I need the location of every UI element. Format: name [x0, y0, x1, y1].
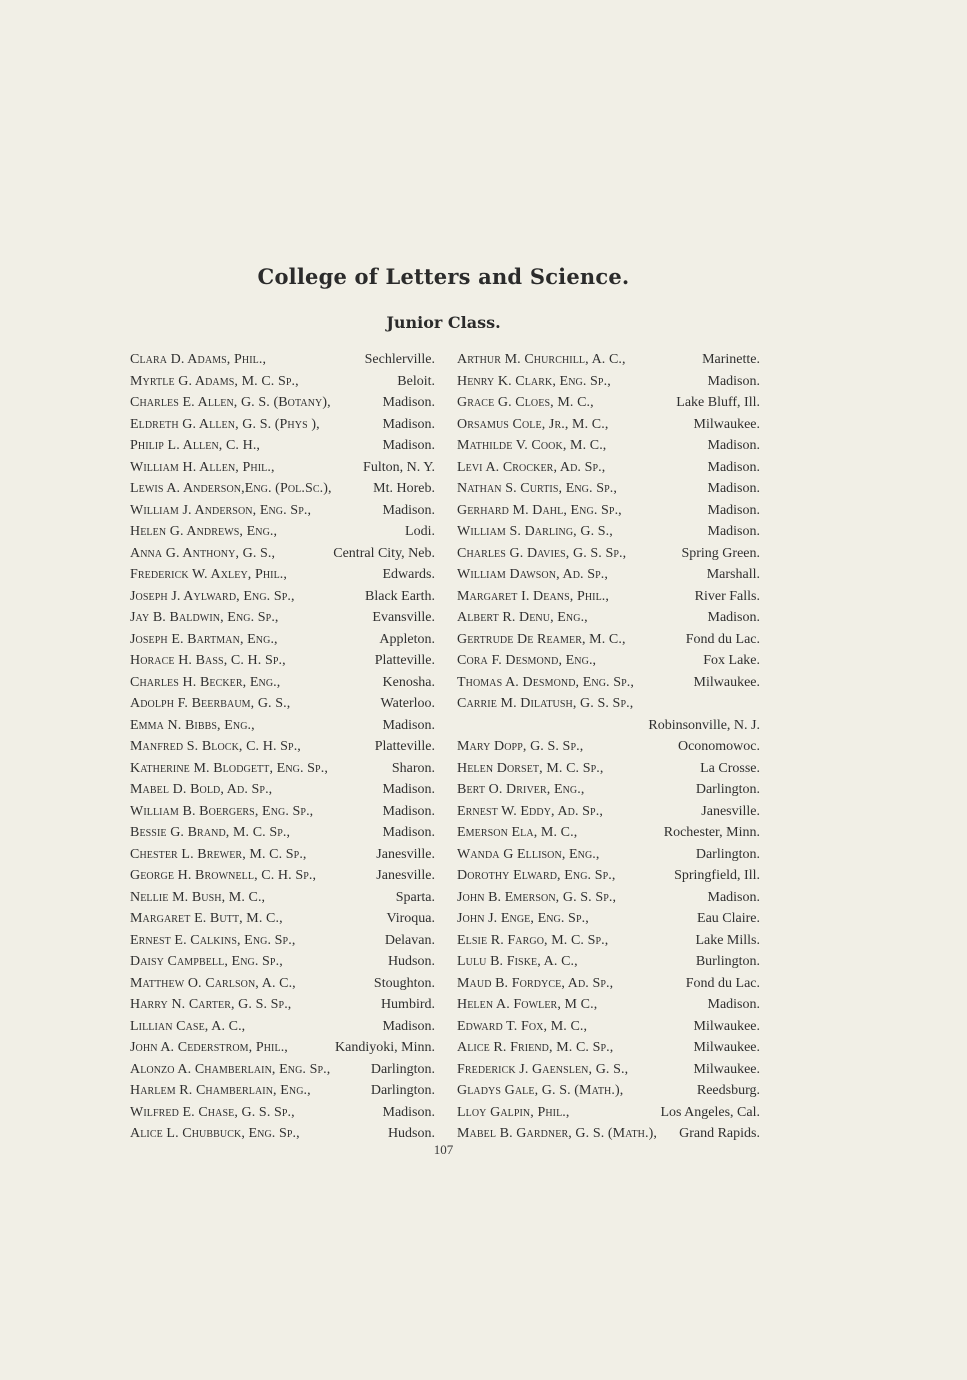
- student-name: William S. Darling, G. S.,: [457, 524, 613, 539]
- student-entry: [457, 1059, 760, 1081]
- student-entry: [130, 758, 435, 780]
- student-hometown: Madison.: [382, 395, 435, 410]
- student-entry: [457, 349, 760, 371]
- student-entry: [457, 930, 760, 952]
- student-hometown: Lake Bluff, Ill.: [676, 395, 760, 410]
- student-name: Alonzo A. Chamberlain, Eng. Sp.,: [130, 1061, 331, 1077]
- student-name: Elsie R. Fargo, M. C. Sp.,: [457, 932, 609, 948]
- student-hometown: Milwaukee.: [693, 416, 760, 432]
- student-hometown: Mt. Horeb.: [373, 481, 435, 496]
- student-entry: [130, 500, 435, 522]
- student-hometown: Madison.: [707, 438, 760, 453]
- student-entry: [457, 994, 760, 1016]
- student-hometown: Black Earth.: [365, 588, 435, 604]
- student-hometown: Darlington.: [695, 782, 760, 797]
- student-entry: [130, 1102, 435, 1124]
- student-hometown: Darlington.: [370, 1083, 435, 1098]
- page-number: 107: [433, 1142, 454, 1157]
- student-entry: [457, 1080, 760, 1102]
- student-hometown: Madison.: [707, 459, 760, 475]
- student-entry: [130, 478, 435, 500]
- student-name: Orsamus Cole, Jr., M. C.,: [457, 416, 609, 432]
- student-hometown: Hudson.: [387, 954, 435, 969]
- right-column-list: [457, 349, 760, 1145]
- student-name: Maud B. Fordyce, Ad. Sp.,: [457, 975, 614, 991]
- student-name: William B. Boergers, Eng. Sp.,: [130, 803, 314, 819]
- student-hometown: Burlington.: [695, 954, 760, 969]
- student-hometown: Spring Green.: [681, 545, 760, 561]
- student-name: Mathilde V. Cook, M. C.,: [457, 438, 607, 453]
- student-entry: [130, 1016, 435, 1038]
- student-name: Bessie G. Brand, M. C. Sp.,: [130, 825, 291, 840]
- student-name: Gerhard M. Dahl, Eng. Sp.,: [457, 502, 622, 518]
- student-entry: [130, 715, 435, 737]
- student-entry: [130, 543, 435, 565]
- student-hometown: Robinsonville, N. J.: [648, 717, 760, 733]
- student-hometown: Marshall.: [706, 567, 760, 582]
- student-hometown: Madison.: [382, 782, 435, 797]
- page-subtitle: Junior Class.: [386, 313, 501, 332]
- student-name: Cora F. Desmond, Eng.,: [457, 653, 597, 668]
- student-name: Lloy Galpin, Phil.,: [457, 1104, 570, 1120]
- student-hometown: Janesville.: [701, 803, 760, 819]
- student-name: Katherine M. Blodgett, Eng. Sp.,: [130, 760, 328, 776]
- student-hometown: Sharon.: [391, 760, 435, 776]
- student-name: Wanda G Ellison, Eng.,: [457, 846, 600, 862]
- student-name: Frederick J. Gaenslen, G. S.,: [457, 1061, 629, 1077]
- student-entry: [130, 586, 435, 608]
- student-hometown: Stoughton.: [373, 975, 435, 991]
- student-entry: [457, 951, 760, 973]
- student-name: William Dawson, Ad. Sp.,: [457, 567, 608, 582]
- student-name: Albert R. Denu, Eng.,: [457, 610, 588, 625]
- student-name: Lillian Case, A. C.,: [130, 1018, 246, 1034]
- student-hometown: Evansville.: [372, 610, 435, 625]
- student-name: Lulu B. Fiske, A. C.,: [457, 954, 578, 969]
- student-entry: [130, 629, 435, 651]
- student-name: Clara D. Adams, Phil.,: [130, 352, 267, 367]
- student-entry: [457, 908, 760, 930]
- student-entry: [130, 521, 435, 543]
- student-name: Arthur M. Churchill, A. C.,: [457, 352, 626, 367]
- student-entry: [457, 801, 760, 823]
- student-hometown: Madison.: [382, 1018, 435, 1034]
- student-entry: [130, 887, 435, 909]
- student-name: Harry N. Carter, G. S. Sp.,: [130, 997, 292, 1012]
- student-name: Daisy Campbell, Eng. Sp.,: [130, 954, 283, 969]
- student-hometown: Madison.: [707, 610, 760, 625]
- student-hometown: Central City, Neb.: [333, 545, 435, 561]
- student-entry: [457, 586, 760, 608]
- student-entry: [130, 994, 435, 1016]
- student-entry: [130, 607, 435, 629]
- student-name: Philip L. Allen, C. H.,: [130, 438, 261, 453]
- student-hometown: Madison.: [382, 717, 435, 733]
- student-name: Mabel B. Gardner, G. S. (Math.),: [457, 1126, 657, 1141]
- student-hometown: Beloit.: [397, 373, 435, 389]
- student-hometown: Darlington.: [370, 1061, 435, 1077]
- student-entry: [130, 693, 435, 715]
- student-name: Charles G. Davies, G. S. Sp.,: [457, 545, 627, 561]
- student-hometown: Reedsburg.: [696, 1083, 760, 1098]
- student-entry: [130, 844, 435, 866]
- student-entry: [457, 392, 760, 414]
- student-name: Alice R. Friend, M. C. Sp.,: [457, 1040, 614, 1055]
- student-entry: [130, 973, 435, 995]
- student-hometown: River Falls.: [694, 588, 760, 604]
- student-hometown: Milwaukee.: [693, 1061, 760, 1077]
- student-name: Adolph F. Beerbaum, G. S.,: [130, 696, 291, 711]
- student-entry: [457, 1016, 760, 1038]
- student-entry: [130, 779, 435, 801]
- student-hometown: Madison.: [382, 416, 435, 432]
- student-hometown: Delavan.: [384, 932, 435, 948]
- student-hometown: Appleton.: [379, 631, 435, 647]
- student-entry: [130, 1080, 435, 1102]
- student-entry: [457, 865, 760, 887]
- student-name: Margaret I. Deans, Phil.,: [457, 588, 610, 604]
- student-hometown: Hudson.: [387, 1126, 435, 1141]
- student-name: Jay B. Baldwin, Eng. Sp.,: [130, 610, 279, 625]
- student-entry: [457, 457, 760, 479]
- student-hometown: Fond du Lac.: [685, 975, 760, 991]
- student-name: Dorothy Elward, Eng. Sp.,: [457, 868, 616, 883]
- student-name: Grace G. Cloes, M. C.,: [457, 395, 594, 410]
- student-name: Henry K. Clark, Eng. Sp.,: [457, 373, 611, 389]
- student-hometown: Darlington.: [695, 846, 760, 862]
- student-name: Mabel D. Bold, Ad. Sp.,: [130, 782, 273, 797]
- student-name: Matthew O. Carlson, A. C.,: [130, 975, 296, 991]
- student-entry: [130, 457, 435, 479]
- student-hometown: Madison.: [707, 481, 760, 496]
- student-entry: [457, 478, 760, 500]
- student-hometown: Madison.: [707, 502, 760, 518]
- student-name: Nellie M. Bush, M. C.,: [130, 889, 266, 905]
- student-name: Helen A. Fowler, M C.,: [457, 997, 598, 1012]
- student-name: Bert O. Driver, Eng.,: [457, 782, 585, 797]
- student-hometown: Rochester, Minn.: [663, 825, 760, 840]
- student-hometown: Oconomowoc.: [677, 739, 760, 754]
- student-entry: [457, 693, 760, 715]
- student-name: Charles E. Allen, G. S. (Botany),: [130, 395, 331, 410]
- student-entry: [130, 801, 435, 823]
- student-name: Helen Dorset, M. C. Sp.,: [457, 760, 604, 776]
- student-entry: [457, 521, 760, 543]
- student-entry: [457, 650, 760, 672]
- student-entry: [457, 779, 760, 801]
- student-name: Charles H. Becker, Eng.,: [130, 674, 281, 690]
- student-entry: [130, 435, 435, 457]
- student-hometown: Edwards.: [382, 567, 435, 582]
- student-name: Anna G. Anthony, G. S.,: [130, 545, 276, 561]
- student-name: Emma N. Bibbs, Eng.,: [130, 717, 255, 733]
- student-hometown: Janesville.: [376, 868, 435, 883]
- student-hometown: Grand Rapids.: [679, 1126, 760, 1141]
- student-name: Edward T. Fox, M. C.,: [457, 1018, 588, 1034]
- student-entry: [457, 758, 760, 780]
- student-hometown: Milwaukee.: [693, 674, 760, 690]
- student-entry: [457, 973, 760, 995]
- student-entry: [457, 371, 760, 393]
- student-name: John B. Emerson, G. S. Sp.,: [457, 889, 617, 905]
- student-entry: [130, 650, 435, 672]
- student-name: Joseph J. Aylward, Eng. Sp.,: [130, 588, 295, 604]
- student-name: Levi A. Crocker, Ad. Sp.,: [457, 459, 606, 475]
- student-name: William J. Anderson, Eng. Sp.,: [130, 502, 312, 518]
- page-title: College of Letters and Science.: [257, 264, 630, 289]
- student-entry: [457, 844, 760, 866]
- student-entry: [130, 349, 435, 371]
- student-hometown: Eau Claire.: [697, 911, 760, 926]
- student-hometown: Janesville.: [376, 846, 435, 862]
- student-entry: [457, 1102, 760, 1124]
- student-hometown: Milwaukee.: [693, 1018, 760, 1034]
- student-name: Myrtle G. Adams, M. C. Sp.,: [130, 373, 299, 389]
- student-entry: [457, 822, 760, 844]
- student-hometown: Fox Lake.: [703, 653, 760, 668]
- student-name: Frederick W. Axley, Phil.,: [130, 567, 288, 582]
- student-entry: [457, 672, 760, 694]
- student-entry: [130, 414, 435, 436]
- student-entry: [130, 951, 435, 973]
- student-hometown: Madison.: [382, 502, 435, 518]
- student-name: Nathan S. Curtis, Eng. Sp.,: [457, 481, 617, 496]
- student-name: William H. Allen, Phil.,: [130, 459, 275, 475]
- student-hometown: La Crosse.: [700, 760, 760, 776]
- student-entry: [457, 887, 760, 909]
- student-entry: [457, 736, 760, 758]
- student-name: Helen G. Andrews, Eng.,: [130, 524, 278, 539]
- student-entry: [457, 1037, 760, 1059]
- student-name: Carrie M. Dilatush, G. S. Sp.,: [457, 696, 634, 711]
- student-hometown: Fond du Lac.: [685, 631, 760, 647]
- student-entry: [130, 371, 435, 393]
- student-name: Alice L. Chubbuck, Eng. Sp.,: [130, 1126, 300, 1141]
- student-entry: [130, 822, 435, 844]
- student-hometown: Viroqua.: [386, 911, 435, 926]
- student-hometown: Sechlerville.: [364, 352, 435, 367]
- student-name: Ernest W. Eddy, Ad. Sp.,: [457, 803, 603, 819]
- student-hometown: Los Angeles, Cal.: [660, 1104, 760, 1120]
- student-name: Margaret E. Butt, M. C.,: [130, 911, 283, 926]
- student-hometown: Madison.: [707, 997, 760, 1012]
- student-hometown: Madison.: [382, 803, 435, 819]
- student-name: Emerson Ela, M. C.,: [457, 825, 578, 840]
- student-name: Gertrude De Reamer, M. C.,: [457, 631, 626, 647]
- student-name: John A. Cederstrom, Phil.,: [130, 1040, 288, 1055]
- student-name: Thomas A. Desmond, Eng. Sp.,: [457, 674, 634, 690]
- student-hometown: Fulton, N. Y.: [363, 459, 435, 475]
- student-name: Lewis A. Anderson,Eng. (Pol.Sc.),: [130, 481, 332, 496]
- student-entry: [457, 629, 760, 651]
- student-name: Horace H. Bass, C. H. Sp.,: [130, 653, 286, 668]
- student-entry: [457, 500, 760, 522]
- student-hometown: Humbird.: [380, 997, 435, 1012]
- student-entry: [457, 543, 760, 565]
- student-hometown: Platteville.: [374, 653, 435, 668]
- student-name: Harlem R. Chamberlain, Eng.,: [130, 1083, 311, 1098]
- student-entry: [130, 672, 435, 694]
- student-hometown: Kenosha.: [382, 674, 435, 690]
- student-hometown: Madison.: [707, 889, 760, 905]
- student-entry: [130, 392, 435, 414]
- student-entry: [130, 1037, 435, 1059]
- student-name: Wilfred E. Chase, G. S. Sp.,: [130, 1104, 295, 1120]
- student-entry: [130, 930, 435, 952]
- student-entry: [457, 607, 760, 629]
- student-name: Eldreth G. Allen, G. S. (Phys ),: [130, 416, 320, 432]
- student-hometown: Madison.: [382, 825, 435, 840]
- student-entry: [457, 435, 760, 457]
- student-hometown: Platteville.: [374, 739, 435, 754]
- student-hometown: Madison.: [382, 438, 435, 453]
- student-hometown: Madison.: [707, 524, 760, 539]
- student-entry: [457, 715, 760, 737]
- student-entry: [130, 908, 435, 930]
- student-entry: [457, 564, 760, 586]
- student-name: Joseph E. Bartman, Eng.,: [130, 631, 278, 647]
- student-entry: [130, 1059, 435, 1081]
- student-name: George H. Brownell, C. H. Sp.,: [130, 868, 317, 883]
- student-hometown: Marinette.: [702, 352, 760, 367]
- student-hometown: Sparta.: [395, 889, 435, 905]
- student-entry: [130, 564, 435, 586]
- left-column-list: [130, 349, 435, 1145]
- student-hometown: Waterloo.: [380, 696, 435, 711]
- student-hometown: Lake Mills.: [695, 932, 760, 948]
- student-hometown: Milwaukee.: [693, 1040, 760, 1055]
- student-entry: [130, 865, 435, 887]
- student-name: Gladys Gale, G. S. (Math.),: [457, 1083, 624, 1098]
- student-entry: [130, 736, 435, 758]
- student-hometown: Madison.: [382, 1104, 435, 1120]
- student-name: Ernest E. Calkins, Eng. Sp.,: [130, 932, 296, 948]
- student-name: Chester L. Brewer, M. C. Sp.,: [130, 846, 307, 862]
- student-hometown: Madison.: [707, 373, 760, 389]
- student-hometown: Lodi.: [405, 524, 435, 539]
- student-name: John J. Enge, Eng. Sp.,: [457, 911, 589, 926]
- student-name: Manfred S. Block, C. H. Sp.,: [130, 739, 301, 754]
- student-name: Mary Dopp, G. S. Sp.,: [457, 739, 584, 754]
- student-hometown: Kandiyoki, Minn.: [335, 1040, 435, 1055]
- student-hometown: Springfield, Ill.: [674, 868, 760, 883]
- student-entry: [457, 414, 760, 436]
